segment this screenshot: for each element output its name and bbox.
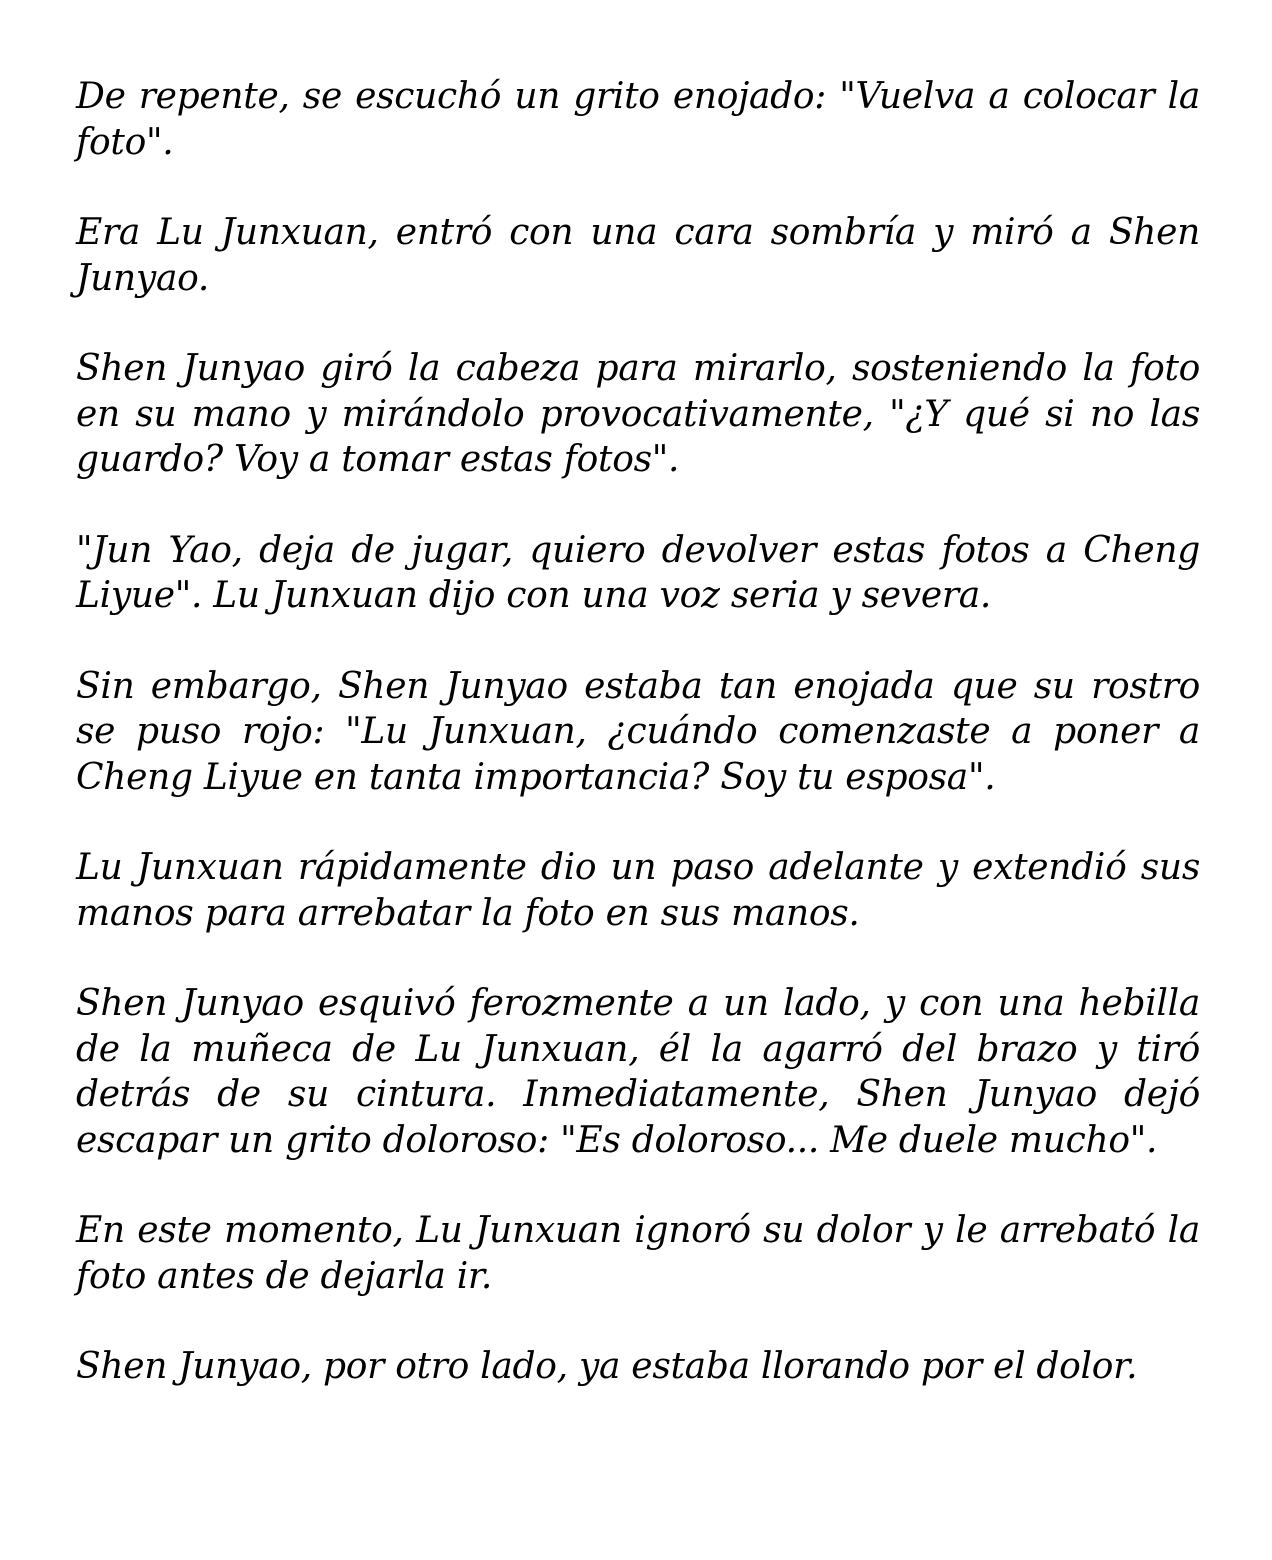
paragraph-1: De repente, se escuchó un grito enojado: "Vuelva a colocar la foto". — [76, 76, 1200, 163]
paragraph-8: En este momento, Lu Junxuan ignoró su dolor y le arrebató la foto antes de dejarla ir. — [76, 1210, 1200, 1297]
paragraph-7: Shen Junyao esquivó ferozmente a un lado, y con una hebilla de la muñeca de Lu Junxuan, él la agarró del brazo y tiró detrás de su cintura. Inmediatamente, Shen Junyao dejó escapar un grito doloroso: "Es doloroso... Me duele mucho". — [76, 983, 1200, 1161]
document-page — [76, 74, 1200, 1390]
paragraph-4: "Jun Yao, deja de jugar, quiero devolver estas fotos a Cheng Liyue". Lu Junxuan dijo con una voz seria y severa. — [76, 529, 1200, 616]
paragraph-2: Era Lu Junxuan, entró con una cara sombría y miró a Shen Junyao. — [76, 212, 1200, 299]
paragraph-3: Shen Junyao giró la cabeza para mirarlo, sosteniendo la foto en su mano y mirándolo provocativamente, "¿Y qué si no las guardo? Voy a tomar estas fotos". — [76, 348, 1200, 480]
paragraph-6: Lu Junxuan rápidamente dio un paso adelante y extendió sus manos para arrebatar la foto en sus manos. — [76, 847, 1200, 934]
paragraph-5: Sin embargo, Shen Junyao estaba tan enojada que su rostro se puso rojo: "Lu Junxuan, ¿cuándo comenzaste a poner a Cheng Liyue en tanta importancia? Soy tu esposa". — [76, 665, 1200, 798]
paragraph-9: Shen Junyao, por otro lado, ya estaba llorando por el dolor. — [76, 1346, 1138, 1387]
